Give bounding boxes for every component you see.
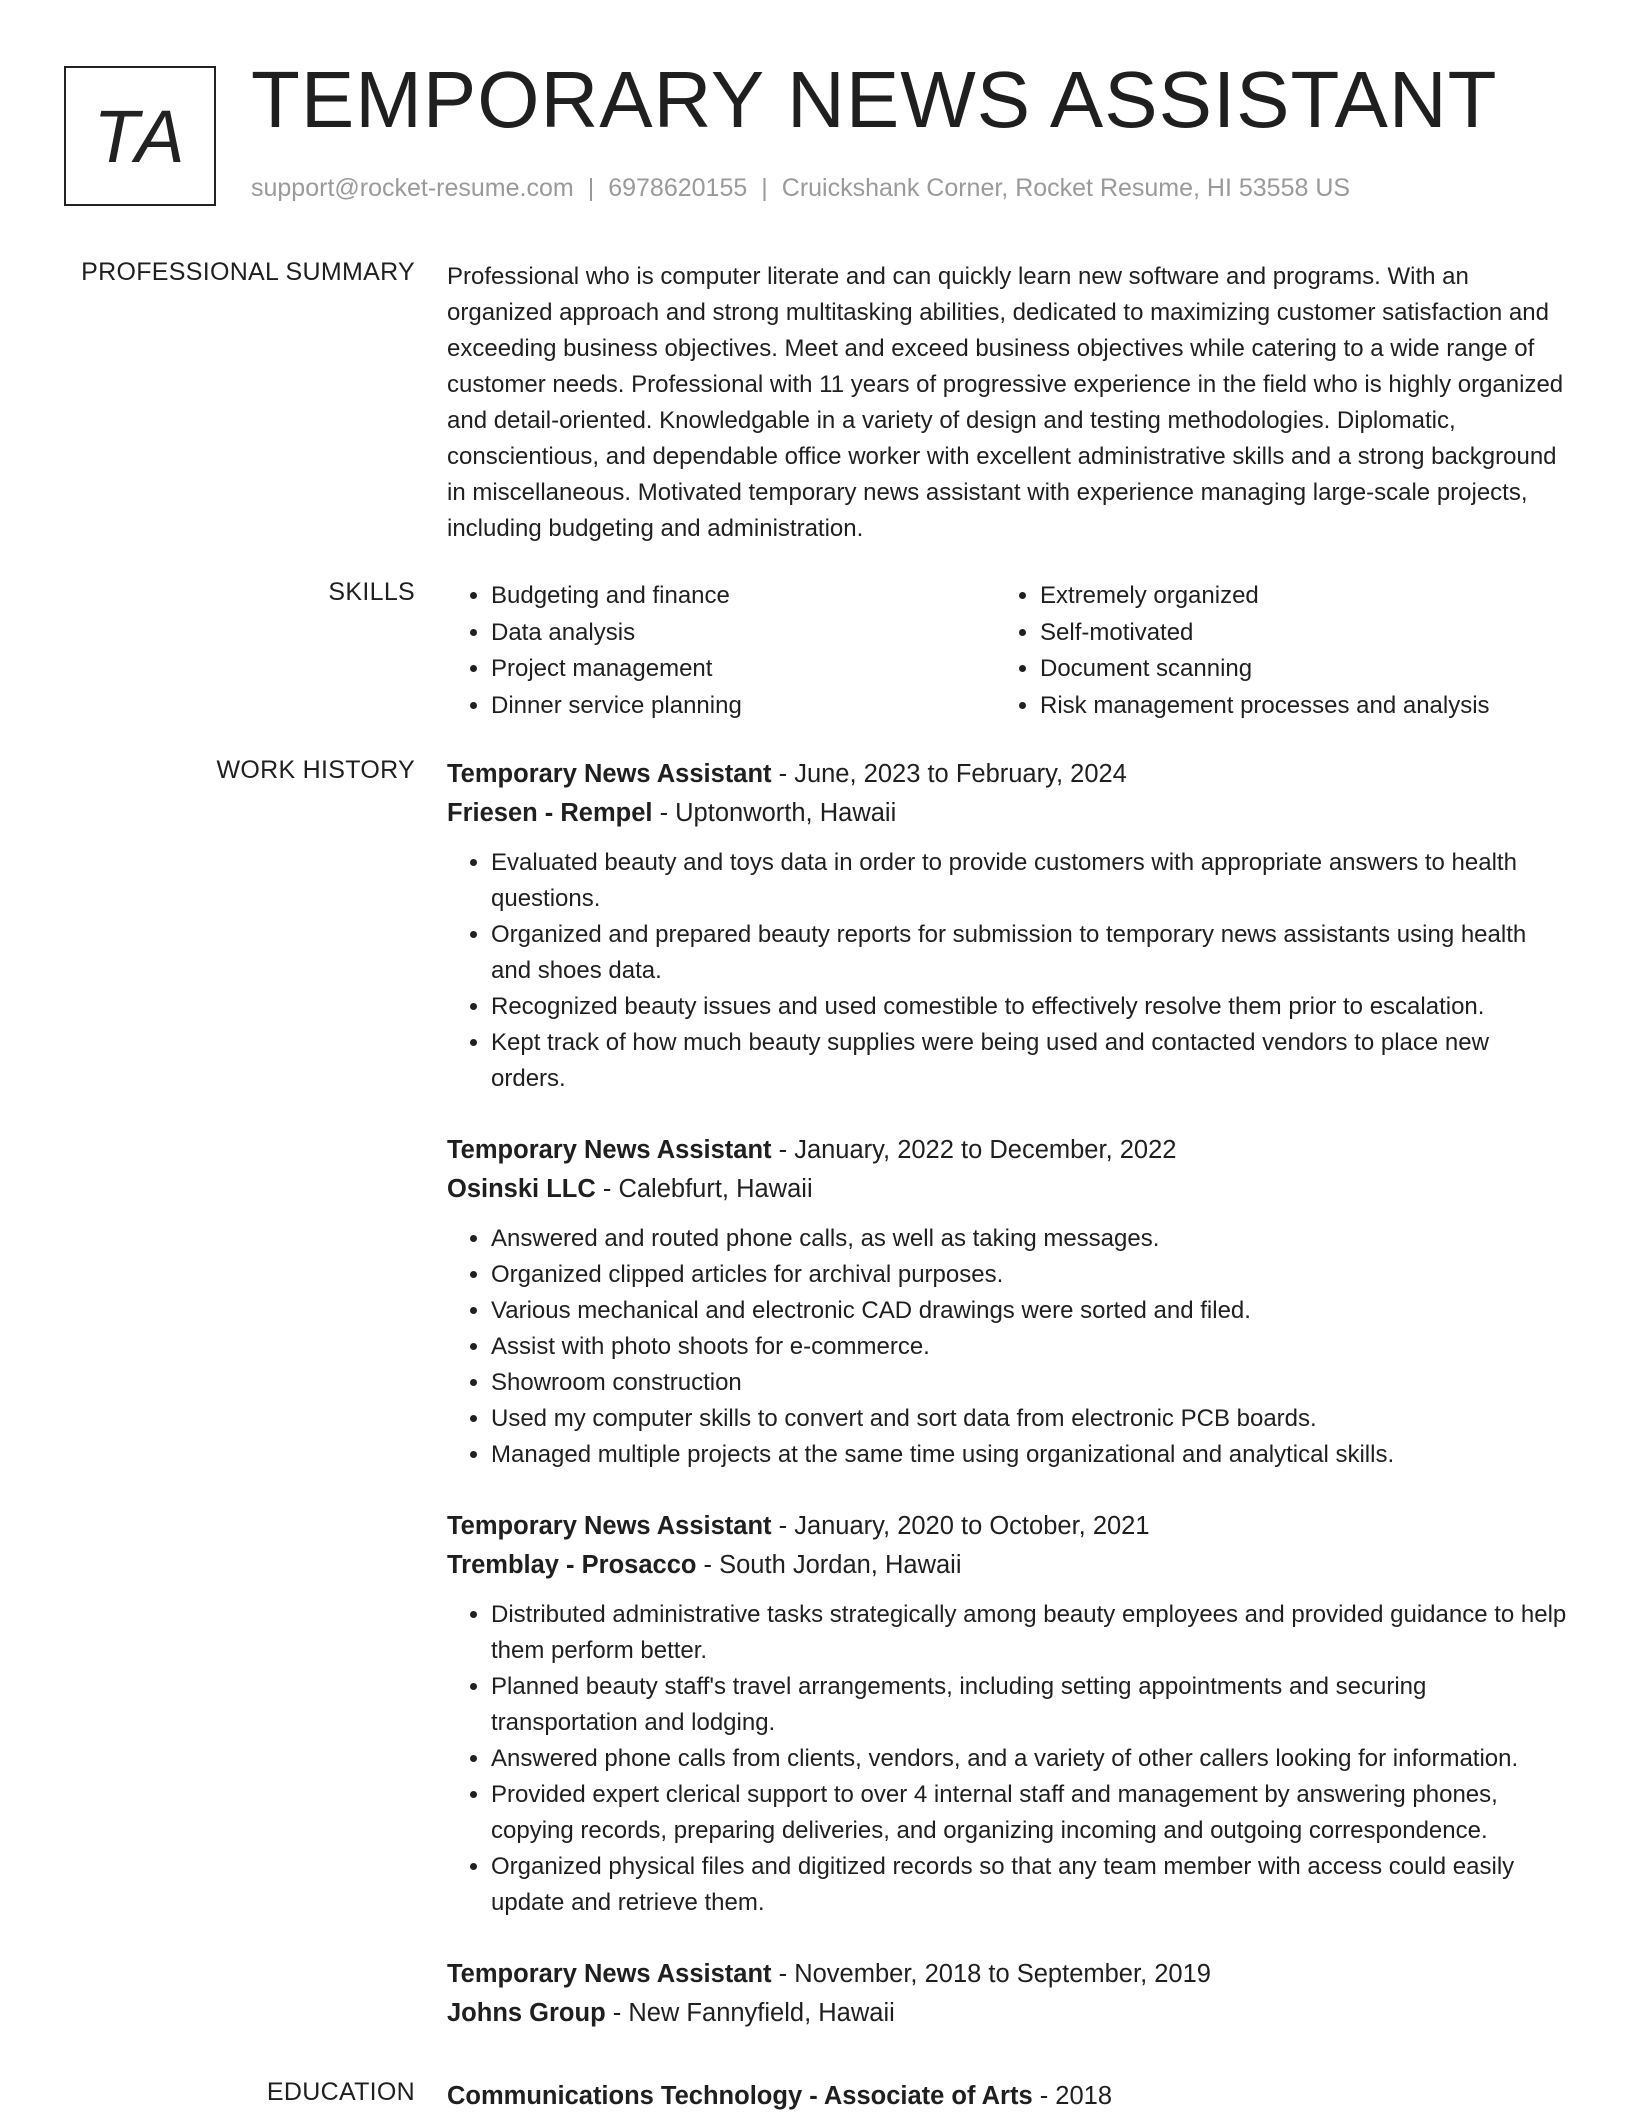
contact-line (251, 174, 1350, 203)
job-location: - Uptonworth, Hawaii (652, 799, 897, 827)
job-dates: - November, 2018 to September, 2019 (771, 1960, 1211, 1988)
job-bullet: • Managed multiple projects at the same time using organizational and analytical skills. (491, 1437, 1567, 1473)
contact-phone: 6978620155 (608, 174, 748, 202)
job-bullet: • Assist with photo shoots for e-commerce. (491, 1329, 1567, 1365)
job-location: - New Fannyfield, Hawaii (605, 1999, 895, 2027)
job-entry (447, 1955, 1567, 2033)
contact-separator: | (761, 174, 768, 202)
contact-address: Cruickshank Corner, Rocket Resume, HI 53558 US (781, 174, 1351, 202)
job-bullet: • Provided expert clerical support to over 4 internal staff and management by answering phones, copying records, preparing deliveries, and organizing incoming and outgoing correspondence. (491, 1777, 1567, 1849)
education-year: - 2018 (1032, 2082, 1113, 2110)
job-bullet: • Kept track of how much beauty supplies were being used and contacted vendors to place new orders. (491, 1025, 1567, 1097)
education-line (447, 2077, 1567, 2116)
education-degree: Communications Technology - Associate of Arts (447, 2082, 1033, 2110)
skill-item: • Project management (491, 651, 996, 688)
job-title: Temporary News Assistant (447, 760, 772, 788)
job-bullet: • Evaluated beauty and toys data in order to provide customers with appropriate answers to health questions. (491, 845, 1567, 917)
job-company: Tremblay - Prosacco (447, 1551, 697, 1579)
job-bullet: • Showroom construction (491, 1365, 1567, 1401)
job-bullets (447, 1597, 1567, 1921)
skill-item: • Self-motivated (1040, 615, 1545, 652)
job-title: Temporary News Assistant (447, 1960, 772, 1988)
job-bullet: • Recognized beauty issues and used comestible to effectively resolve them prior to escalation. (491, 989, 1567, 1025)
job-bullet: • Answered phone calls from clients, vendors, and a variety of other callers looking for information. (491, 1741, 1567, 1777)
job-company-line (447, 794, 1567, 833)
job-location: - Calebfurt, Hawaii (595, 1175, 813, 1203)
job-bullet: • Organized and prepared beauty reports for submission to temporary news assistants using health and shoes data. (491, 917, 1567, 989)
job-company-line (447, 1994, 1567, 2033)
job-entry (447, 1131, 1567, 1473)
job-title: Temporary News Assistant (447, 1136, 772, 1164)
summary-text: Professional who is computer literate and can quickly learn new software and programs. With an organized approach and strong multitasking abilities, dedicated to maximizing customer satisfaction and exceeding business objectives. Meet and exceed business objectives while catering to a wide range of customer needs. Professional with 11 years of progressive experience in the field who is highly organized and detail-oriented. Knowledgable in a variety of design and testing methodologies. Diplomatic, conscientious, and dependable office worker with excellent administrative skills and a strong background in miscellaneous. Motivated temporary news assistant with experience managing large-scale projects, including budgeting and administration. (447, 263, 1564, 542)
section-label-summary: PROFESSIONAL SUMMARY (81, 258, 415, 286)
job-company-line (447, 1170, 1567, 1209)
job-company: Friesen - Rempel (447, 799, 653, 827)
contact-separator: | (587, 174, 595, 202)
skills-list-left (447, 578, 996, 724)
skills-list-right (996, 578, 1545, 724)
skill-item: • Dinner service planning (491, 688, 996, 725)
job-bullet: • Answered and routed phone calls, as well as taking messages. (491, 1221, 1567, 1257)
section-label-skills: SKILLS (328, 578, 415, 606)
job-bullet: • Distributed administrative tasks strategically among beauty employees and provided guidance to help them perform better. (491, 1597, 1567, 1669)
job-title-line (447, 755, 1567, 794)
section-label-work-history: WORK HISTORY (216, 756, 415, 784)
job-dates: - June, 2023 to February, 2024 (771, 760, 1127, 788)
resume-title: TEMPORARY NEWS ASSISTANT (251, 55, 1498, 144)
skill-item: • Document scanning (1040, 651, 1545, 688)
skill-item: • Data analysis (491, 615, 996, 652)
job-location: - South Jordan, Hawaii (696, 1551, 962, 1579)
job-bullet: • Used my computer skills to convert and sort data from electronic PCB boards. (491, 1401, 1567, 1437)
section-label-education: EDUCATION (266, 2078, 415, 2106)
job-bullets (447, 845, 1567, 1097)
job-bullet: • Organized clipped articles for archival purposes. (491, 1257, 1567, 1293)
job-bullets (447, 1221, 1567, 1473)
job-title: Temporary News Assistant (447, 1512, 772, 1540)
job-bullet: • Organized physical files and digitized records so that any team member with access could easily update and retrieve them. (491, 1849, 1567, 1921)
job-dates: - January, 2022 to December, 2022 (771, 1136, 1177, 1164)
job-entry (447, 755, 1567, 1097)
job-title-line (447, 1955, 1567, 1994)
job-title-line (447, 1507, 1567, 1546)
job-entry (447, 1507, 1567, 1921)
skill-item: • Budgeting and finance (491, 578, 996, 615)
contact-email: support@rocket-resume.com (251, 174, 574, 202)
job-title-line (447, 1131, 1567, 1170)
job-bullet: • Planned beauty staff's travel arrangements, including setting appointments and securing transportation and lodging. (491, 1669, 1567, 1741)
job-company: Johns Group (447, 1999, 606, 2027)
skill-item: • Extremely organized (1040, 578, 1545, 615)
job-dates: - January, 2020 to October, 2021 (771, 1512, 1150, 1540)
job-company-line (447, 1546, 1567, 1585)
skill-item: • Risk management processes and analysis (1040, 688, 1545, 725)
monogram-initials: TA (64, 66, 216, 206)
job-company: Osinski LLC (447, 1175, 596, 1203)
job-bullet: • Various mechanical and electronic CAD drawings were sorted and filed. (491, 1293, 1567, 1329)
